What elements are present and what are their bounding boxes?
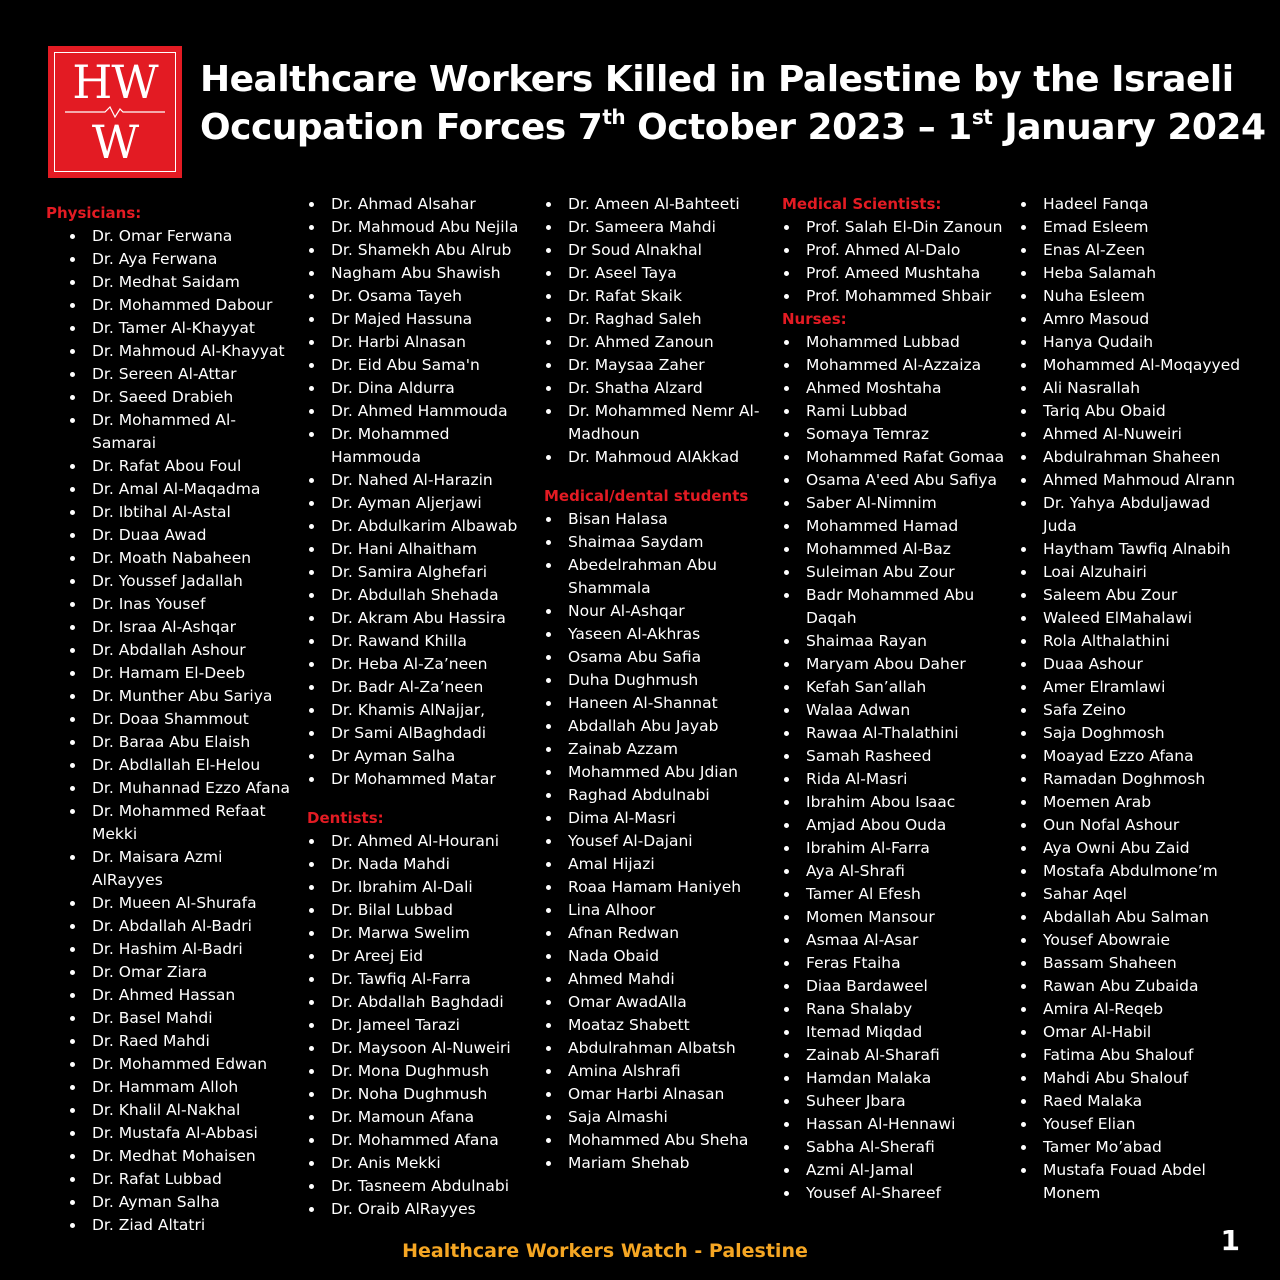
list-item: Dr. Nahed Al-Harazin: [307, 469, 532, 492]
list-item: Duha Dughmush: [544, 669, 774, 692]
list-item: Dr. Youssef Jadallah: [68, 570, 291, 593]
list-item: Azmi Al-Jamal: [782, 1159, 1012, 1182]
list-item: Dr. Mona Dughmush: [307, 1060, 532, 1083]
list-item: Osama Abu Safia: [544, 646, 774, 669]
list-item: Amro Masoud: [1019, 308, 1244, 331]
list-item: Dr. Maisara Azmi AlRayyes: [68, 846, 291, 892]
list-item: Ali Nasrallah: [1019, 377, 1244, 400]
nurses-list: [782, 331, 1012, 1205]
list-item: Mohammed Abu Sheha: [544, 1129, 774, 1152]
list-item: Dr. Omar Ferwana: [68, 225, 291, 248]
column-5: [1019, 193, 1244, 1205]
list-item: Dr. Abdallah Baghdadi: [307, 991, 532, 1014]
list-item: Dr. Abdlallah El-Helou: [68, 754, 291, 777]
list-item: Dr. Shatha Alzard: [544, 377, 774, 400]
column-4: [782, 193, 1012, 1205]
list-item: Moemen Arab: [1019, 791, 1244, 814]
list-item: Yousef Abowraie: [1019, 929, 1244, 952]
list-item: Dr. Tasneem Abdulnabi: [307, 1175, 532, 1198]
nurses-cont-list: [1019, 193, 1244, 1205]
list-item: Dr. Ameen Al-Bahteeti: [544, 193, 774, 216]
list-item: Afnan Redwan: [544, 922, 774, 945]
list-item: Dr. Anis Mekki: [307, 1152, 532, 1175]
footer-text: Healthcare Workers Watch - Palestine: [402, 1240, 808, 1262]
title-part-a: Occupation Forces 7: [200, 107, 603, 148]
title-line-1: Healthcare Workers Killed in Palestine by the Israeli: [200, 59, 1234, 100]
list-item: Abdulrahman Albatsh: [544, 1037, 774, 1060]
list-item: Omar Harbi Alnasan: [544, 1083, 774, 1106]
list-item: Mohammed Rafat Gomaa: [782, 446, 1012, 469]
list-item: Omar Al-Habil: [1019, 1021, 1244, 1044]
list-item: Momen Mansour: [782, 906, 1012, 929]
list-item: Dr. Ahmed Hammouda: [307, 400, 532, 423]
list-item: Dr. Hashim Al-Badri: [68, 938, 291, 961]
list-item: Rawan Abu Zubaida: [1019, 975, 1244, 998]
list-item: Waleed ElMahalawi: [1019, 607, 1244, 630]
list-item: Amal Hijazi: [544, 853, 774, 876]
list-item: Dr. Saeed Drabieh: [68, 386, 291, 409]
list-item: Amjad Abou Ouda: [782, 814, 1012, 837]
list-item: Dr. Mohammed Hammouda: [307, 423, 532, 469]
list-item: Dr. Harbi Alnasan: [307, 331, 532, 354]
list-item: Somaya Temraz: [782, 423, 1012, 446]
list-item: Dr. Ibtihal Al-Astal: [68, 501, 291, 524]
list-item: Dr. Ahmed Al-Hourani: [307, 830, 532, 853]
list-item: Abdulrahman Shaheen: [1019, 446, 1244, 469]
list-item: Suleiman Abu Zour: [782, 561, 1012, 584]
list-item: Dr. Mahmoud AlAkkad: [544, 446, 774, 469]
list-item: Lina Alhoor: [544, 899, 774, 922]
list-item: Safa Zeino: [1019, 699, 1244, 722]
list-item: Aya Al-Shrafi: [782, 860, 1012, 883]
list-item: Mohammed Al-Baz: [782, 538, 1012, 561]
list-item: Raghad Abdulnabi: [544, 784, 774, 807]
list-item: Ahmed Moshtaha: [782, 377, 1012, 400]
list-item: Dr. Duaa Awad: [68, 524, 291, 547]
list-item: Samah Rasheed: [782, 745, 1012, 768]
list-item: Dr. Maysoon Al-Nuweiri: [307, 1037, 532, 1060]
list-item: Dr. Abdullah Shehada: [307, 584, 532, 607]
list-item: Yousef Al-Shareef: [782, 1182, 1012, 1205]
list-item: Dr. Moath Nabaheen: [68, 547, 291, 570]
list-item: Nada Obaid: [544, 945, 774, 968]
list-item: Dr. Hammam Alloh: [68, 1076, 291, 1099]
list-item: Bisan Halasa: [544, 508, 774, 531]
list-item: Mariam Shehab: [544, 1152, 774, 1175]
list-item: Maryam Abou Daher: [782, 653, 1012, 676]
list-item: Dr. Bilal Lubbad: [307, 899, 532, 922]
list-item: Dr. Mohammed Nemr Al-Madhoun: [544, 400, 774, 446]
list-item: Dr. Mohammed Afana: [307, 1129, 532, 1152]
list-item: Diaa Bardaweel: [782, 975, 1012, 998]
title-part-b: October 2023 – 1: [625, 107, 972, 148]
list-item: Prof. Salah El-Din Zanoun: [782, 216, 1012, 239]
list-item: Dr. Raed Mahdi: [68, 1030, 291, 1053]
list-item: Dr. Medhat Mohaisen: [68, 1145, 291, 1168]
list-item: Dr. Nada Mahdi: [307, 853, 532, 876]
list-item: Dr. Omar Ziara: [68, 961, 291, 984]
list-item: Dr. Tawfiq Al-Farra: [307, 968, 532, 991]
list-item: Badr Mohammed Abu Daqah: [782, 584, 1012, 630]
list-item: Kefah San’allah: [782, 676, 1012, 699]
list-item: Duaa Ashour: [1019, 653, 1244, 676]
list-item: Shaimaa Rayan: [782, 630, 1012, 653]
scientists-heading: Medical Scientists:: [782, 195, 942, 213]
list-item: Ahmed Mahmoud Alrann: [1019, 469, 1244, 492]
list-item: Yousef Al-Dajani: [544, 830, 774, 853]
list-item: Ibrahim Al-Farra: [782, 837, 1012, 860]
list-item: Oun Nofal Ashour: [1019, 814, 1244, 837]
dentists-cont-list: [544, 193, 774, 469]
list-item: Dr. Mahmoud Abu Nejila: [307, 216, 532, 239]
list-item: Shaimaa Saydam: [544, 531, 774, 554]
list-item: Dr. Rafat Abou Foul: [68, 455, 291, 478]
list-item: Dr. Muhannad Ezzo Afana: [68, 777, 291, 800]
list-item: Abdallah Abu Salman: [1019, 906, 1244, 929]
list-item: Dr. Eid Abu Sama'n: [307, 354, 532, 377]
list-item: Dr Sami AlBaghdadi: [307, 722, 532, 745]
title-part-c: January 2024: [992, 107, 1266, 148]
list-item: Dr. Ibrahim Al-Dali: [307, 876, 532, 899]
list-item: Hassan Al-Hennawi: [782, 1113, 1012, 1136]
list-item: Dima Al-Masri: [544, 807, 774, 830]
list-item: Dr. Mueen Al-Shurafa: [68, 892, 291, 915]
list-item: Abedelrahman Abu Shammala: [544, 554, 774, 600]
list-item: Dr. Baraa Abu Elaish: [68, 731, 291, 754]
list-item: Prof. Ameed Mushtaha: [782, 262, 1012, 285]
list-item: Yaseen Al-Akhras: [544, 623, 774, 646]
list-item: Suheer Jbara: [782, 1090, 1012, 1113]
title-line-2: [200, 104, 1270, 152]
list-item: Hamdan Malaka: [782, 1067, 1012, 1090]
list-item: Dr. Khalil Al-Nakhal: [68, 1099, 291, 1122]
list-item: Tamer Mo’abad: [1019, 1136, 1244, 1159]
list-item: Osama A'eed Abu Safiya: [782, 469, 1012, 492]
list-item: Dr Areej Eid: [307, 945, 532, 968]
list-item: Dr. Medhat Saidam: [68, 271, 291, 294]
list-item: Dr. Aya Ferwana: [68, 248, 291, 271]
list-item: Dr Majed Hassuna: [307, 308, 532, 331]
list-item: Haytham Tawfiq Alnabih: [1019, 538, 1244, 561]
list-item: Dr. Doaa Shammout: [68, 708, 291, 731]
list-item: Sahar Aqel: [1019, 883, 1244, 906]
list-item: Dr. Aseel Taya: [544, 262, 774, 285]
list-item: Rola Althalathini: [1019, 630, 1244, 653]
list-item: Dr. Marwa Swelim: [307, 922, 532, 945]
list-item: Ahmed Mahdi: [544, 968, 774, 991]
hww-logo: [48, 46, 182, 178]
list-item: Dr. Oraib AlRayyes: [307, 1198, 532, 1221]
list-item: Mohammed Al-Moqayyed: [1019, 354, 1244, 377]
list-item: Dr. Hamam El-Deeb: [68, 662, 291, 685]
list-item: Dr. Abdallah Ashour: [68, 639, 291, 662]
list-item: Mohammed Hamad: [782, 515, 1012, 538]
list-item: Amira Al-Reqeb: [1019, 998, 1244, 1021]
page-number: 1: [1220, 1224, 1240, 1257]
list-item: Dr. Heba Al-Za’neen: [307, 653, 532, 676]
list-item: Ramadan Doghmosh: [1019, 768, 1244, 791]
list-item: Rawaa Al-Thalathini: [782, 722, 1012, 745]
list-item: Walaa Adwan: [782, 699, 1012, 722]
students-list: [544, 508, 774, 1175]
list-item: Rana Shalaby: [782, 998, 1012, 1021]
list-item: Dr. Israa Al-Ashqar: [68, 616, 291, 639]
list-item: Dr. Jameel Tarazi: [307, 1014, 532, 1037]
list-item: Dr. Munther Abu Sariya: [68, 685, 291, 708]
list-item: Emad Esleem: [1019, 216, 1244, 239]
title-sup-2: st: [971, 105, 993, 129]
list-item: Dr Mohammed Matar: [307, 768, 532, 791]
list-item: Dr. Rafat Lubbad: [68, 1168, 291, 1191]
list-item: Dr. Ahmed Hassan: [68, 984, 291, 1007]
list-item: Zainab Azzam: [544, 738, 774, 761]
list-item: Enas Al-Zeen: [1019, 239, 1244, 262]
list-item: Dr Soud Alnakhal: [544, 239, 774, 262]
list-item: Heba Salamah: [1019, 262, 1244, 285]
dentists-heading: Dentists:: [307, 809, 384, 827]
physicians-cont-list: [307, 193, 532, 791]
list-item: Dr. Ahmad Alsahar: [307, 193, 532, 216]
list-item: Yousef Elian: [1019, 1113, 1244, 1136]
list-item: Mustafa Fouad Abdel Monem: [1019, 1159, 1244, 1205]
list-item: Dr Ayman Salha: [307, 745, 532, 768]
students-heading: Medical/dental students: [544, 487, 749, 505]
list-item: Raed Malaka: [1019, 1090, 1244, 1113]
list-item: Dr. Inas Yousef: [68, 593, 291, 616]
physicians-heading: Physicians:: [46, 204, 142, 222]
list-item: Rami Lubbad: [782, 400, 1012, 423]
list-item: Dr. Ahmed Zanoun: [544, 331, 774, 354]
list-item: Dr. Sereen Al-Attar: [68, 363, 291, 386]
list-item: Tariq Abu Obaid: [1019, 400, 1244, 423]
list-item: Nour Al-Ashqar: [544, 600, 774, 623]
list-item: Dr. Mahmoud Al-Khayyat: [68, 340, 291, 363]
logo-text-bottom: W: [91, 115, 139, 169]
list-item: Dr. Ayman Aljerjawi: [307, 492, 532, 515]
list-item: Dr. Basel Mahdi: [68, 1007, 291, 1030]
list-item: Dr. Mamoun Afana: [307, 1106, 532, 1129]
list-item: Dr. Osama Tayeh: [307, 285, 532, 308]
list-item: Tamer Al Efesh: [782, 883, 1012, 906]
list-item: Dr. Sameera Mahdi: [544, 216, 774, 239]
list-item: Amer Elramlawi: [1019, 676, 1244, 699]
list-item: Saja Almashi: [544, 1106, 774, 1129]
list-item: Itemad Miqdad: [782, 1021, 1012, 1044]
list-item: Moataz Shabett: [544, 1014, 774, 1037]
list-item: Ahmed Al-Nuweiri: [1019, 423, 1244, 446]
list-item: Loai Alzuhairi: [1019, 561, 1244, 584]
list-item: Dr. Hani Alhaitham: [307, 538, 532, 561]
list-item: Hadeel Fanqa: [1019, 193, 1244, 216]
list-item: Dr. Rafat Skaik: [544, 285, 774, 308]
logo-frame: [54, 52, 176, 172]
list-item: Saleem Abu Zour: [1019, 584, 1244, 607]
list-item: Dr. Mohammed Al-Samarai: [68, 409, 291, 455]
list-item: Dr. Maysaa Zaher: [544, 354, 774, 377]
list-item: Dr. Raghad Saleh: [544, 308, 774, 331]
list-item: Aya Owni Abu Zaid: [1019, 837, 1244, 860]
list-item: Saber Al-Nimnim: [782, 492, 1012, 515]
list-item: Omar AwadAlla: [544, 991, 774, 1014]
list-item: Dr. Akram Abu Hassira: [307, 607, 532, 630]
list-item: Ibrahim Abou Isaac: [782, 791, 1012, 814]
list-item: Amina Alshrafi: [544, 1060, 774, 1083]
list-item: Nuha Esleem: [1019, 285, 1244, 308]
list-item: Asmaa Al-Asar: [782, 929, 1012, 952]
list-item: Dr. Ziad Altatri: [68, 1214, 291, 1237]
list-item: Dr. Dina Aldurra: [307, 377, 532, 400]
list-item: Moayad Ezzo Afana: [1019, 745, 1244, 768]
list-item: Hanya Qudaih: [1019, 331, 1244, 354]
list-item: Rida Al-Masri: [782, 768, 1012, 791]
list-item: Dr. Mohammed Dabour: [68, 294, 291, 317]
nurses-heading: Nurses:: [782, 310, 847, 328]
list-item: Dr. Abdallah Al-Badri: [68, 915, 291, 938]
page-title: [200, 56, 1270, 152]
list-item: Dr. Abdulkarim Albawab: [307, 515, 532, 538]
scientists-list: [782, 216, 1012, 308]
list-item: Mahdi Abu Shalouf: [1019, 1067, 1244, 1090]
list-item: Feras Ftaiha: [782, 952, 1012, 975]
column-1: [46, 202, 291, 1237]
list-item: Sabha Al-Sherafi: [782, 1136, 1012, 1159]
list-item: Dr. Samira Alghefari: [307, 561, 532, 584]
list-item: Dr. Noha Dughmush: [307, 1083, 532, 1106]
list-item: Zainab Al-Sharafi: [782, 1044, 1012, 1067]
list-item: Mostafa Abdulmone’m: [1019, 860, 1244, 883]
list-item: Dr. Ayman Salha: [68, 1191, 291, 1214]
list-item: Mohammed Abu Jdian: [544, 761, 774, 784]
column-2: [307, 193, 532, 1221]
list-item: Dr. Mohammed Edwan: [68, 1053, 291, 1076]
list-item: Dr. Khamis AlNajjar,: [307, 699, 532, 722]
list-item: Roaa Hamam Haniyeh: [544, 876, 774, 899]
list-item: Haneen Al-Shannat: [544, 692, 774, 715]
list-item: Prof. Ahmed Al-Dalo: [782, 239, 1012, 262]
list-item: Dr. Shamekh Abu Alrub: [307, 239, 532, 262]
physicians-list: [68, 225, 291, 1237]
list-item: Nagham Abu Shawish: [307, 262, 532, 285]
list-item: Bassam Shaheen: [1019, 952, 1244, 975]
list-item: Dr. Badr Al-Za’neen: [307, 676, 532, 699]
list-item: Mohammed Al-Azzaiza: [782, 354, 1012, 377]
logo-text-top: HW: [72, 55, 158, 109]
list-item: Prof. Mohammed Shbair: [782, 285, 1012, 308]
title-sup-1: th: [602, 105, 626, 129]
list-item: Fatima Abu Shalouf: [1019, 1044, 1244, 1067]
list-item: Dr. Rawand Khilla: [307, 630, 532, 653]
list-item: Dr. Mustafa Al-Abbasi: [68, 1122, 291, 1145]
list-item: Abdallah Abu Jayab: [544, 715, 774, 738]
list-item: Dr. Tamer Al-Khayyat: [68, 317, 291, 340]
column-3: [544, 193, 774, 1175]
dentists-list: [307, 830, 532, 1221]
list-item: Dr. Mohammed Refaat Mekki: [68, 800, 291, 846]
list-item: Dr. Amal Al-Maqadma: [68, 478, 291, 501]
list-item: Mohammed Lubbad: [782, 331, 1012, 354]
list-item: Dr. Yahya Abduljawad Juda: [1019, 492, 1244, 538]
list-item: Saja Doghmosh: [1019, 722, 1244, 745]
